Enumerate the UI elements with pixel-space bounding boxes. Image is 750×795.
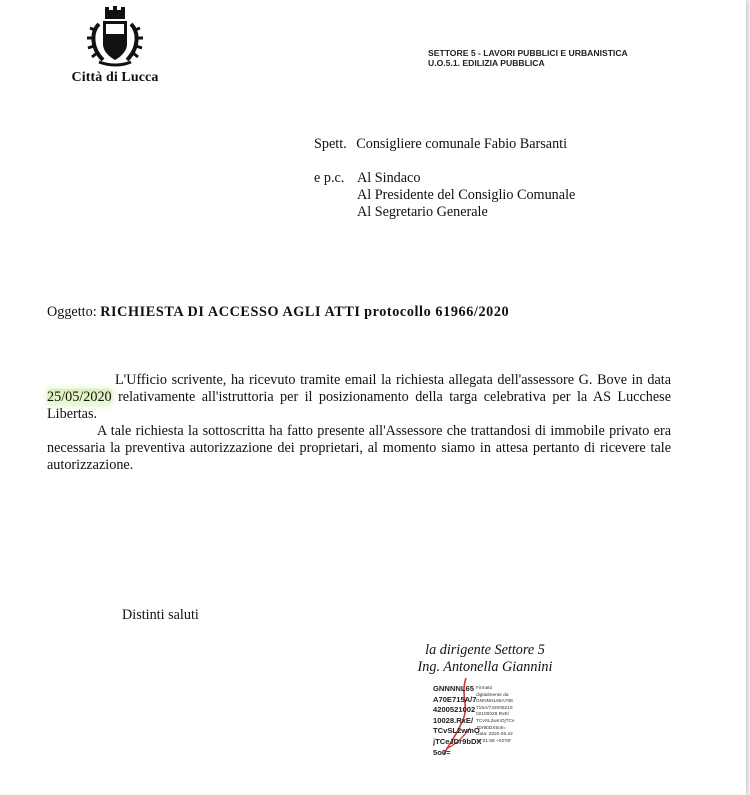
sig-detail-line: digitalmente da <box>476 692 509 698</box>
sector-heading <box>428 48 628 68</box>
subject-protocol: protocollo 61966/2020 <box>364 304 510 320</box>
city-logo <box>70 6 160 86</box>
highlighted-date: 25/05/2020 <box>47 389 112 405</box>
subject-label: Oggetto: <box>47 304 97 320</box>
sig-code-line: jTCeJDr9bDX <box>433 736 482 746</box>
recipient-block <box>314 136 567 153</box>
paragraph-1-start: L'Ufficio scrivente, ha ricevuto tramite email la richiesta allegata dell'assessore G. Bove in data <box>115 372 671 388</box>
sig-code-line: 10028.RxE/ <box>433 715 474 725</box>
digital-signature-details <box>476 686 532 745</box>
sig-detail-line: Firmato <box>476 686 493 691</box>
cc-item: Al Presidente del Consiglio Comunale <box>357 187 576 203</box>
body-paragraph-2: A tale richiesta la sottoscritta ha fatto presente all'Assessore che trattandosi di immobile privato era necessaria la preventiva autorizzazione dei proprietari, al momento siamo in attesa pertanto di ricevere tale autorizzazione. <box>47 423 671 473</box>
sig-detail-line: 02100028.RxE/ <box>476 712 510 718</box>
sig-detail-line: Data: 2020.06.22 <box>476 732 513 738</box>
sig-detail-line: 12:01:58 +02'00' <box>476 738 512 744</box>
paragraph-1-end: relativamente all'istruttoria per il posizionamento della targa celebrativa per la AS Lucchese Libertas. <box>47 389 671 422</box>
subject-line <box>47 304 509 321</box>
sig-detail-line: JDr9bDX5o0= <box>476 725 507 731</box>
sig-code-line: 4200521002 <box>433 705 476 715</box>
body-paragraph-1 <box>47 372 671 423</box>
recipient-name: Consigliere comunale Fabio Barsanti <box>356 136 568 152</box>
sig-code-line: TCvSL2wmO <box>433 726 480 736</box>
sig-code-line: 5o0= <box>433 747 451 757</box>
cc-item: Al Segretario Generale <box>357 204 488 220</box>
sig-detail-line: 715A/742005210 <box>476 705 513 711</box>
cc-list <box>357 170 575 221</box>
subject-title: RICHIESTA DI ACCESSO AGLI ATTI <box>100 304 361 320</box>
city-name: Città di Lucca <box>71 70 159 85</box>
signer-name: Ing. Antonella Giannini <box>417 659 553 675</box>
sector-line-2: U.O.5.1. EDILIZIA PUBBLICA <box>428 58 545 68</box>
sig-detail-line: GNNNNL65A70E <box>476 699 514 705</box>
sig-detail-line: TCvSL2wmOjTCe <box>476 718 515 724</box>
digital-signature-code <box>433 684 482 758</box>
sig-code-line: GNNNNL65 <box>433 684 474 693</box>
spett-label: Spett. <box>314 136 347 152</box>
cc-label: e p.c. <box>314 170 345 186</box>
sig-code-line: A70E715A/7 <box>433 694 477 704</box>
sector-line-1: SETTORE 5 - LAVORI PUBBLICI E URBANISTICA <box>428 48 628 58</box>
cc-item: Al Sindaco <box>357 170 421 186</box>
crest-icon <box>85 6 145 68</box>
signer-role: la dirigente Settore 5 <box>425 642 545 658</box>
closing-greeting: Distinti saluti <box>122 607 199 623</box>
